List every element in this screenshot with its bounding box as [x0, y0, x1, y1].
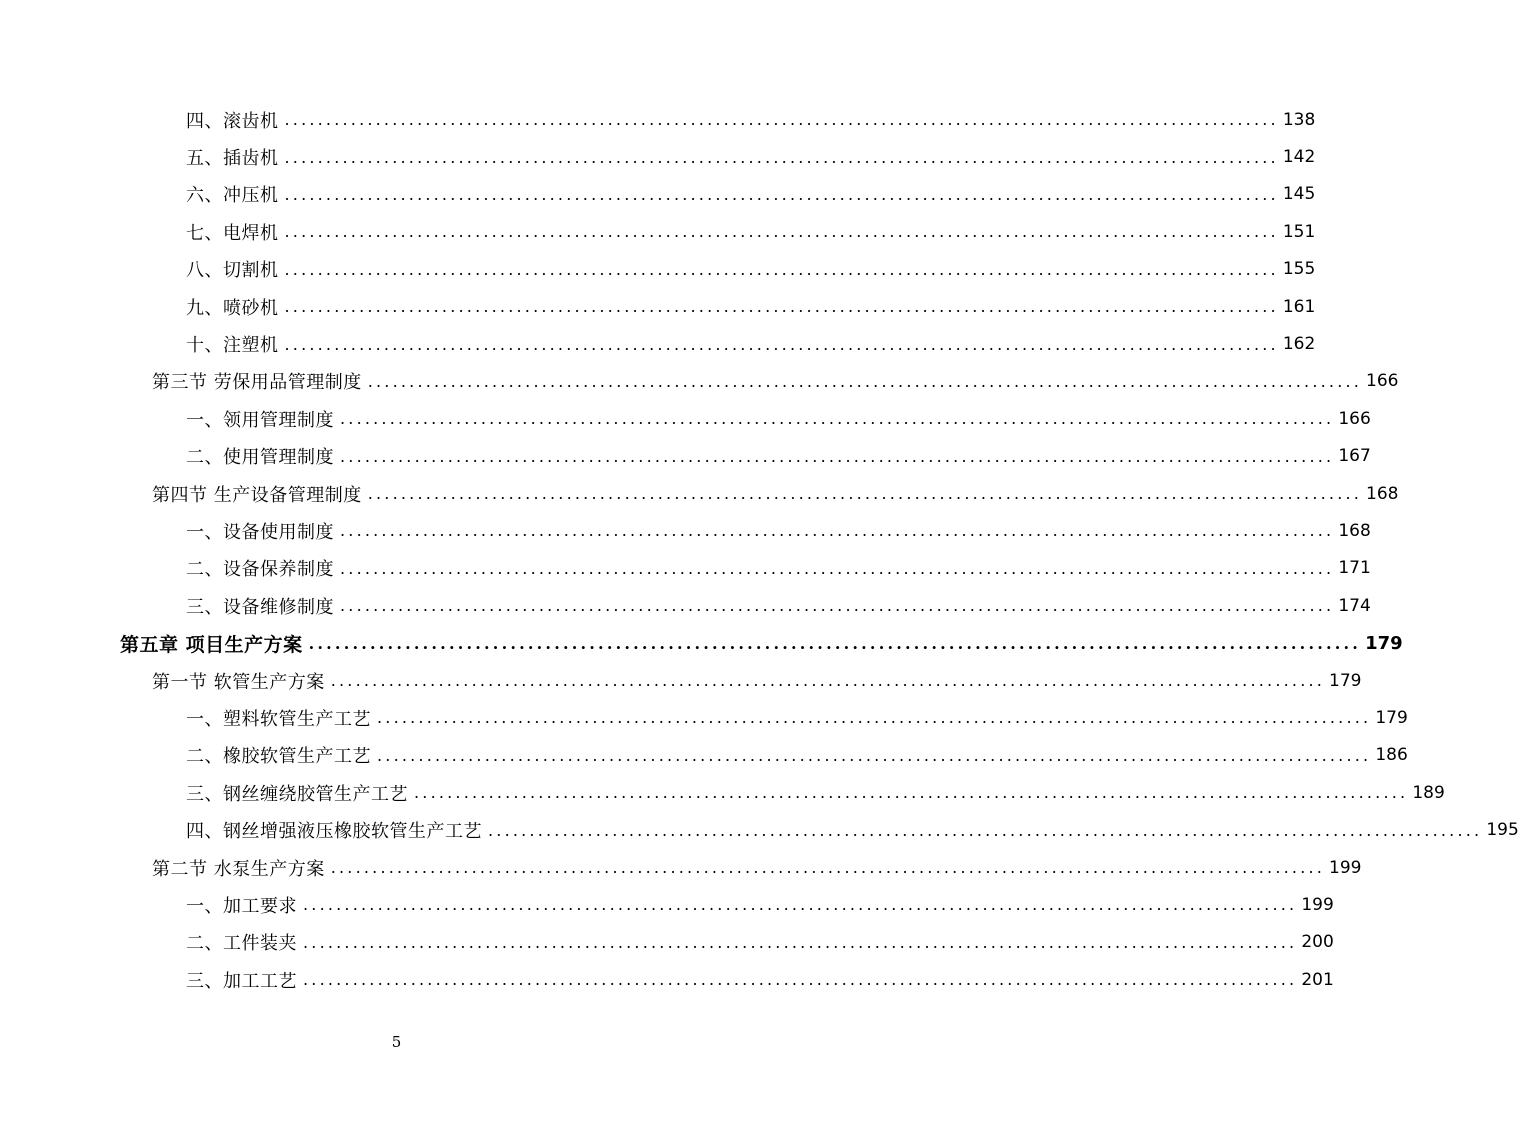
toc-entry-page: 174	[1338, 595, 1371, 616]
toc-entry-label: 第四节 生产设备管理制度	[152, 484, 362, 506]
toc-entry-page: 138	[1282, 109, 1316, 130]
toc-entry-label: 三、钢丝缠绕胶管生产工艺	[186, 783, 408, 805]
toc-entry[interactable]	[0, 886, 1334, 923]
dot-leader: ........................................................................................................................	[340, 558, 1335, 578]
toc-entry-page: 179	[1375, 707, 1408, 728]
toc-entry-page: 168	[1366, 483, 1399, 504]
dot-leader: ........................................................................................................................	[488, 820, 1483, 840]
toc-entry-label: 第五章 项目生产方案	[120, 633, 303, 656]
toc-entry[interactable]	[0, 737, 1408, 774]
toc-entry-page: 168	[1338, 520, 1371, 541]
toc-entry-page: 179	[1329, 670, 1362, 691]
toc-entry-label: 一、设备使用制度	[186, 521, 334, 543]
toc-entry-label: 第二节 水泵生产方案	[152, 858, 325, 880]
toc-entry[interactable]	[0, 849, 1362, 886]
dot-leader: ........................................................................................................................	[284, 222, 1279, 242]
toc-entry-label: 一、加工要求	[186, 895, 297, 917]
dot-leader: ........................................................................................................................	[377, 708, 1372, 728]
toc-entry[interactable]	[0, 438, 1371, 475]
table-of-contents	[0, 101, 1519, 998]
toc-entry-page: 166	[1338, 408, 1371, 429]
toc-entry[interactable]	[0, 101, 1316, 138]
toc-entry[interactable]	[0, 251, 1316, 288]
toc-entry[interactable]	[0, 811, 1519, 848]
toc-entry-label: 四、滚齿机	[186, 110, 279, 132]
toc-entry[interactable]	[0, 138, 1316, 175]
toc-entry-page: 199	[1301, 894, 1334, 915]
dot-leader: ........................................................................................................................	[340, 596, 1335, 616]
toc-entry-label: 二、使用管理制度	[186, 447, 334, 469]
toc-entry-label: 二、橡胶软管生产工艺	[186, 746, 371, 768]
toc-entry-label: 七、电焊机	[186, 222, 279, 244]
toc-entry-label: 一、领用管理制度	[186, 409, 334, 431]
toc-entry-page: 179	[1365, 632, 1403, 654]
dot-leader: ........................................................................................................................	[330, 858, 1326, 877]
toc-entry[interactable]	[0, 774, 1445, 811]
toc-entry[interactable]	[0, 624, 1403, 661]
toc-entry[interactable]	[0, 363, 1399, 400]
dot-leader: ........................................................................................................................	[284, 259, 1279, 279]
toc-entry-page: 151	[1282, 221, 1316, 242]
toc-entry[interactable]	[0, 961, 1334, 998]
toc-entry[interactable]	[0, 325, 1316, 362]
toc-entry-page: 186	[1375, 745, 1408, 766]
toc-entry-label: 九、喷砂机	[186, 297, 279, 319]
toc-entry-page: 161	[1282, 296, 1316, 317]
toc-entry-label: 第三节 劳保用品管理制度	[152, 372, 362, 394]
toc-entry-page: 145	[1282, 184, 1316, 205]
toc-entry-label: 三、加工工艺	[186, 970, 297, 992]
toc-entry-page: 167	[1338, 446, 1371, 467]
toc-entry[interactable]	[0, 512, 1371, 549]
toc-entry-page: 201	[1301, 969, 1334, 990]
toc-entry-page: 142	[1282, 147, 1316, 168]
dot-leader: ........................................................................................................................	[377, 745, 1372, 765]
dot-leader: ........................................................................................................................	[367, 371, 1363, 391]
dot-leader: ........................................................................................................................	[303, 970, 1298, 990]
toc-entry[interactable]	[0, 699, 1408, 736]
toc-entry[interactable]	[0, 176, 1316, 213]
dot-leader: ........................................................................................................................	[284, 110, 1279, 130]
dot-leader: ........................................................................................................................	[340, 446, 1335, 466]
dot-leader: ........................................................................................................................	[284, 297, 1279, 317]
dot-leader: ........................................................................................................................	[367, 484, 1363, 504]
toc-entry-label: 二、工件装夹	[186, 933, 297, 955]
toc-entry[interactable]	[0, 213, 1316, 250]
toc-entry-label: 五、插齿机	[186, 148, 279, 170]
toc-entry[interactable]	[0, 475, 1399, 512]
toc-entry-label: 八、切割机	[186, 260, 279, 282]
dot-leader: ........................................................................................................................	[284, 184, 1279, 204]
dot-leader: ........................................................................................................................	[330, 671, 1326, 691]
toc-entry-page: 200	[1301, 932, 1334, 953]
toc-entry[interactable]	[0, 587, 1371, 624]
toc-entry[interactable]	[0, 288, 1316, 325]
dot-leader: ........................................................................................................................	[340, 521, 1335, 541]
toc-entry-page: 171	[1338, 558, 1371, 579]
toc-entry-label: 六、冲压机	[186, 185, 279, 207]
toc-entry-label: 二、设备保养制度	[186, 559, 334, 581]
toc-entry[interactable]	[0, 924, 1334, 961]
dot-leader: ........................................................................................................................	[303, 932, 1298, 952]
toc-entry-label: 一、塑料软管生产工艺	[186, 708, 371, 730]
dot-leader: ........................................................................................................................	[284, 147, 1279, 167]
dot-leader: ........................................................................................................................	[303, 895, 1298, 915]
toc-entry-page: 195	[1486, 820, 1519, 841]
toc-entry[interactable]	[0, 400, 1371, 437]
dot-leader: ........................................................................................................................	[284, 334, 1279, 354]
dot-leader: ........................................................................................................................	[414, 783, 1409, 803]
toc-entry-page: 166	[1366, 371, 1399, 392]
page-number: 5	[391, 1033, 402, 1051]
dot-leader: ........................................................................................................................	[340, 409, 1335, 429]
dot-leader: ........................................................................................................................	[308, 633, 1362, 653]
toc-entry-label: 第一节 软管生产方案	[152, 671, 325, 693]
toc-entry[interactable]	[0, 550, 1371, 587]
toc-entry-page: 189	[1412, 782, 1445, 803]
toc-entry-page: 162	[1282, 334, 1316, 355]
toc-entry-label: 十、注塑机	[186, 335, 279, 357]
toc-entry-label: 三、设备维修制度	[186, 596, 334, 618]
toc-entry-page: 199	[1329, 857, 1362, 878]
toc-entry-page: 155	[1282, 259, 1316, 280]
toc-entry-label: 四、钢丝增强液压橡胶软管生产工艺	[186, 821, 482, 843]
toc-entry[interactable]	[0, 662, 1362, 699]
